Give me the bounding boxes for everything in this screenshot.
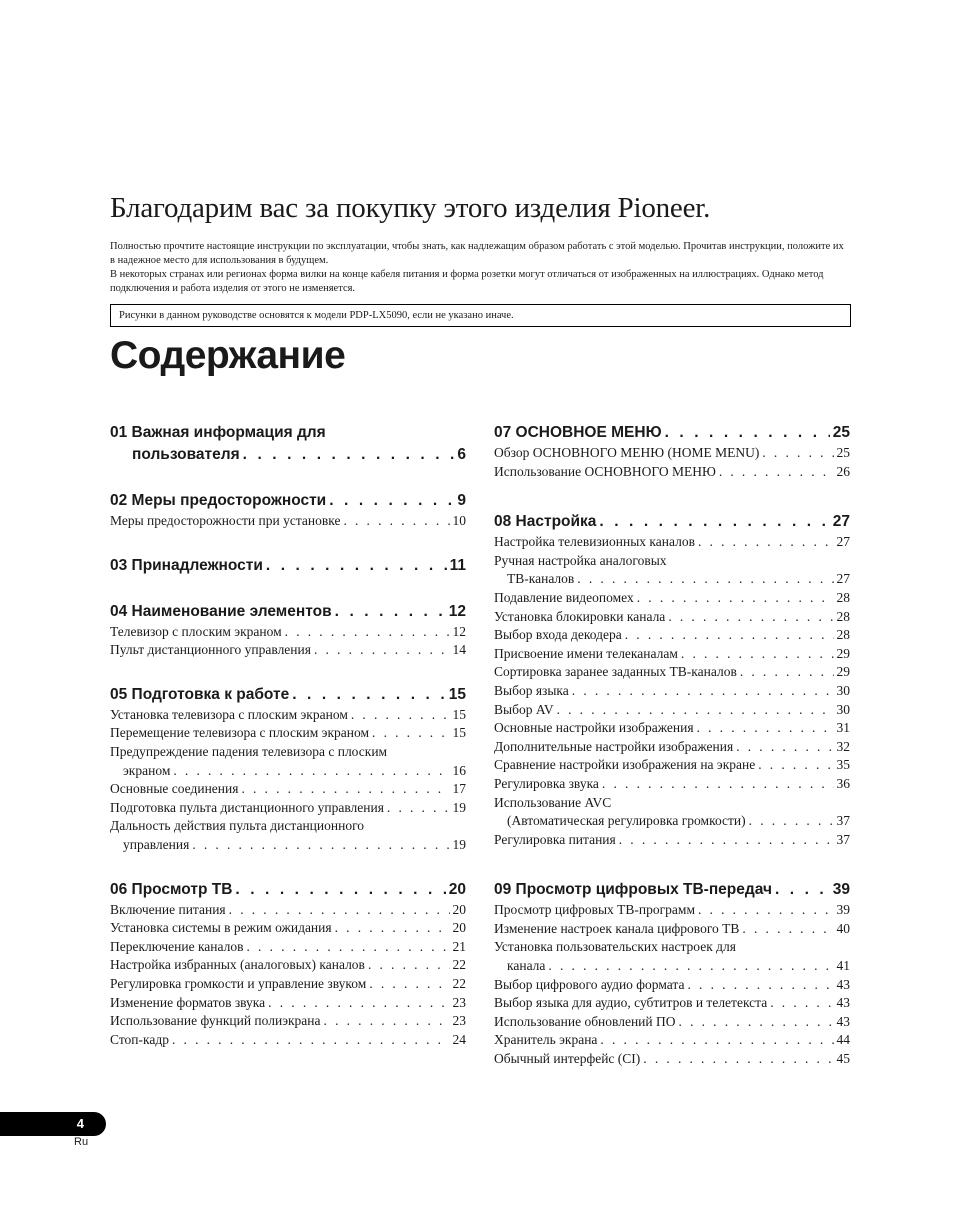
page-number: 27 bbox=[836, 571, 850, 587]
dot-leader bbox=[599, 511, 829, 533]
toc-entry-label: Дополнительные настройки изображения bbox=[494, 738, 734, 754]
toc-entry-label: ТВ-каналов bbox=[507, 571, 575, 587]
dot-leader bbox=[372, 724, 449, 743]
toc-entry[interactable] bbox=[110, 623, 466, 642]
toc-entry-label: Сортировка заранее заданных ТВ-каналов bbox=[494, 664, 737, 680]
toc-entry[interactable] bbox=[110, 1012, 466, 1031]
toc-entry[interactable] bbox=[110, 724, 466, 743]
page-number: 10 bbox=[452, 513, 466, 528]
dot-leader bbox=[324, 1012, 450, 1031]
dot-leader bbox=[758, 756, 833, 775]
dot-leader bbox=[314, 641, 450, 660]
dot-leader bbox=[719, 463, 834, 482]
page-number: 12 bbox=[448, 602, 466, 620]
dot-leader bbox=[268, 994, 449, 1013]
dot-leader bbox=[368, 956, 450, 975]
toc-entry[interactable] bbox=[110, 994, 466, 1013]
toc-entry[interactable] bbox=[110, 780, 466, 799]
dot-leader bbox=[679, 1013, 834, 1032]
dot-leader bbox=[665, 422, 830, 444]
toc-entry[interactable] bbox=[494, 626, 850, 645]
dot-leader bbox=[572, 682, 834, 701]
dot-leader bbox=[343, 512, 449, 531]
toc-entry-label: Стоп-кадр bbox=[110, 1031, 169, 1047]
toc-entry-label: Присвоение имени телеканалам bbox=[494, 645, 678, 661]
intro-text bbox=[110, 240, 850, 296]
toc-entry[interactable] bbox=[110, 641, 466, 660]
page-number: 37 bbox=[836, 831, 850, 847]
page-number: 31 bbox=[836, 720, 850, 736]
page-number: 6 bbox=[457, 446, 466, 463]
toc-entry[interactable] bbox=[494, 645, 850, 664]
toc-entry-label: Установка телевизора с плоским экраном bbox=[110, 706, 348, 722]
toc-entry[interactable] bbox=[494, 756, 850, 775]
toc-entry-label: Подготовка пульта дистанционного управления bbox=[110, 799, 384, 815]
toc-section-title: 02 Меры предосторожности bbox=[110, 492, 327, 509]
dot-leader bbox=[762, 444, 833, 463]
dot-leader bbox=[243, 444, 455, 466]
toc-entry-continued[interactable] bbox=[110, 762, 466, 781]
dot-leader bbox=[577, 570, 833, 589]
dot-leader bbox=[749, 812, 834, 831]
page-number: 28 bbox=[836, 589, 850, 605]
dot-leader bbox=[681, 645, 834, 664]
toc-entry[interactable] bbox=[494, 444, 850, 463]
toc-entry-label: Выбор языка bbox=[494, 682, 569, 698]
toc-section-heading[interactable] bbox=[494, 422, 850, 444]
toc-section-heading[interactable] bbox=[494, 879, 850, 901]
toc-entry[interactable] bbox=[494, 1050, 850, 1069]
toc-section-title: пользователя bbox=[132, 446, 240, 463]
page-number: 15 bbox=[452, 725, 466, 741]
toc-section-03 bbox=[110, 555, 466, 577]
dot-leader bbox=[600, 1031, 833, 1050]
page-number: 20 bbox=[452, 901, 466, 917]
dot-leader bbox=[770, 994, 833, 1013]
dot-leader bbox=[625, 626, 834, 645]
page-number: 25 bbox=[832, 424, 850, 441]
page-number: 20 bbox=[448, 880, 466, 898]
toc-entry-label: Изменение форматов звука bbox=[110, 994, 266, 1010]
toc-entry-label: Обычный интерфейс (CI) bbox=[494, 1051, 641, 1067]
page-number: 21 bbox=[452, 938, 466, 954]
page-number: 19 bbox=[452, 799, 466, 815]
toc-section-02 bbox=[110, 490, 466, 531]
dot-leader bbox=[697, 719, 834, 738]
page-number: 30 bbox=[836, 701, 850, 717]
toc-section-07 bbox=[494, 422, 850, 481]
toc-entry[interactable] bbox=[494, 738, 850, 757]
page-number: 22 bbox=[452, 975, 466, 991]
toc-entry[interactable] bbox=[494, 1013, 850, 1032]
toc-section-01 bbox=[110, 422, 466, 466]
toc-entry[interactable] bbox=[110, 956, 466, 975]
toc-entry-label[interactable]: Предупреждение падения телевизора с плоским bbox=[110, 743, 388, 759]
dot-leader bbox=[688, 976, 834, 995]
dot-leader bbox=[241, 780, 449, 799]
toc-entry[interactable] bbox=[110, 706, 466, 725]
dot-leader bbox=[335, 919, 450, 938]
page-number: 9 bbox=[457, 492, 466, 509]
toc-entry-label: управления bbox=[123, 836, 190, 852]
page-number: 19 bbox=[452, 836, 466, 852]
toc-entry[interactable] bbox=[494, 719, 850, 738]
page-number: 25 bbox=[836, 445, 850, 460]
dot-leader bbox=[643, 1050, 833, 1069]
toc-entry-label: Телевизор с плоским экраном bbox=[110, 623, 282, 639]
toc-entry[interactable] bbox=[494, 976, 850, 995]
toc-entry-label: Настройка телевизионных каналов bbox=[494, 534, 695, 550]
toc-entry-continued[interactable] bbox=[494, 570, 850, 589]
page-number: 29 bbox=[836, 645, 850, 661]
toc-entry-label: (Автоматическая регулировка громкости) bbox=[507, 813, 746, 829]
toc-entry-label: Выбор цифрового аудио формата bbox=[494, 976, 685, 992]
page-number: 43 bbox=[836, 995, 850, 1011]
toc-entry[interactable] bbox=[494, 994, 850, 1013]
toc-entry-label: Хранитель экрана bbox=[494, 1032, 598, 1048]
toc-entry[interactable] bbox=[494, 1031, 850, 1050]
toc-section-title: 04 Наименование элементов bbox=[110, 602, 332, 620]
toc-section-05 bbox=[110, 684, 466, 855]
dot-leader bbox=[740, 663, 834, 682]
language-label: Ru bbox=[74, 1136, 89, 1148]
toc-entry[interactable] bbox=[494, 589, 850, 608]
page-number: 11 bbox=[449, 556, 466, 574]
toc-entry-label: Установка блокировки канала bbox=[494, 608, 666, 624]
toc-entry[interactable] bbox=[110, 975, 466, 994]
page-number: 44 bbox=[836, 1032, 850, 1048]
dot-leader bbox=[285, 623, 450, 642]
toc-entry-label: Перемещение телевизора с плоским экраном bbox=[110, 725, 370, 741]
page-number: 30 bbox=[836, 682, 850, 698]
page-number: 15 bbox=[448, 685, 466, 703]
toc-section-heading[interactable] bbox=[110, 601, 466, 623]
toc-entry[interactable] bbox=[494, 463, 850, 482]
page-number: 43 bbox=[836, 976, 850, 992]
dot-leader bbox=[292, 684, 446, 706]
page-number: 15 bbox=[452, 706, 466, 722]
page-number: 16 bbox=[452, 762, 466, 778]
toc-entry-label: Выбор AV bbox=[494, 701, 554, 717]
dot-leader bbox=[351, 706, 450, 725]
toc-section-title: 06 Просмотр ТВ bbox=[110, 880, 233, 898]
page-number: 36 bbox=[836, 775, 850, 791]
page-number: 45 bbox=[836, 1051, 850, 1067]
toc-entry-label: Использование функций полиэкрана bbox=[110, 1013, 321, 1029]
toc-section-heading[interactable] bbox=[110, 879, 466, 901]
page-number-label: 4 bbox=[76, 1116, 84, 1131]
toc-section-08 bbox=[494, 511, 850, 849]
toc-entry-continued[interactable] bbox=[494, 957, 850, 976]
toc-entry-label: Регулировка громкости и управление звуком bbox=[110, 975, 367, 991]
page-number: 43 bbox=[836, 1013, 850, 1029]
toc-entry[interactable] bbox=[110, 938, 466, 957]
dot-leader bbox=[637, 589, 834, 608]
toc-entry-label[interactable]: Использование AVC bbox=[494, 794, 612, 810]
dot-leader bbox=[229, 901, 450, 920]
toc-entry-label: Включение питания bbox=[110, 901, 226, 917]
toc-entry-label: Переключение каналов bbox=[110, 938, 244, 954]
toc-entry-label: Основные соединения bbox=[110, 781, 239, 797]
toc-section-title: 08 Настройка bbox=[494, 513, 597, 531]
toc-section-title: 05 Подготовка к работе bbox=[110, 685, 290, 703]
toc-entry-continued[interactable] bbox=[494, 812, 850, 831]
dot-leader bbox=[548, 957, 833, 976]
page-number: 23 bbox=[452, 994, 466, 1010]
toc-heading: Содержание bbox=[110, 334, 346, 377]
page-number: 27 bbox=[836, 534, 850, 550]
dot-leader bbox=[192, 836, 449, 855]
page-number: 12 bbox=[452, 623, 466, 639]
dot-leader bbox=[668, 608, 833, 627]
dot-leader bbox=[387, 799, 450, 818]
page-number: 40 bbox=[836, 920, 850, 936]
page-number: 29 bbox=[836, 664, 850, 680]
toc-section-heading[interactable] bbox=[110, 555, 466, 577]
dot-leader bbox=[369, 975, 449, 994]
page-number: 27 bbox=[832, 513, 850, 531]
toc-entry-label: Изменение настроек канала цифрового ТВ bbox=[494, 920, 740, 936]
dot-leader bbox=[742, 920, 833, 939]
toc-entry-label: Регулировка питания bbox=[494, 831, 616, 847]
toc-entry[interactable] bbox=[494, 682, 850, 701]
dot-leader bbox=[335, 601, 446, 623]
toc-section-heading[interactable] bbox=[494, 511, 850, 533]
dot-leader bbox=[619, 831, 834, 850]
page-number: 24 bbox=[452, 1031, 466, 1047]
page-number: 28 bbox=[836, 627, 850, 643]
intro-paragraph: Полностью прочтите настоящие инструкции по эксплуатации, чтобы знать, как надлежащим образом работать с этой моделью. Прочитав инструкции, положите их в надежное место для использования в будущем. bbox=[110, 241, 844, 266]
toc-section-title: 09 Просмотр цифровых ТВ-передач bbox=[494, 881, 772, 899]
toc-entry-label: Подавление видеопомех bbox=[494, 589, 634, 605]
toc-section-06 bbox=[110, 879, 466, 1050]
dot-leader bbox=[235, 879, 445, 901]
page-number: 14 bbox=[452, 642, 466, 658]
page-number: 32 bbox=[836, 738, 850, 754]
dot-leader bbox=[172, 1031, 450, 1050]
toc-entry-label: Основные настройки изображения bbox=[494, 720, 694, 736]
toc-section-title[interactable]: 01 Важная информация для bbox=[110, 424, 326, 441]
toc-entry-label: Обзор ОСНОВНОГО МЕНЮ (HOME MENU) bbox=[494, 445, 760, 460]
dot-leader bbox=[173, 762, 449, 781]
toc-entry[interactable] bbox=[110, 919, 466, 938]
toc-entry[interactable] bbox=[494, 901, 850, 920]
toc-section-heading[interactable] bbox=[110, 684, 466, 706]
model-notice-box: Рисунки в данном руководстве основятся к модели PDP-LX5090, если не указано иначе. bbox=[110, 304, 851, 327]
toc-entry-label: Выбор входа декодера bbox=[494, 627, 622, 643]
toc-section-09 bbox=[494, 879, 850, 1068]
toc-entry[interactable] bbox=[494, 533, 850, 552]
toc-entry[interactable] bbox=[110, 512, 466, 531]
toc-entry-label: Использование обновлений ПО bbox=[494, 1013, 676, 1029]
toc-section-title: 07 ОСНОВНОЕ МЕНЮ bbox=[494, 424, 662, 441]
toc-entry-label: экраном bbox=[123, 762, 171, 778]
toc-entry-label: Выбор языка для аудио, субтитров и телетекста bbox=[494, 995, 768, 1011]
toc-entry-label[interactable]: Ручная настройка аналоговых bbox=[494, 552, 667, 568]
toc-entry[interactable] bbox=[494, 920, 850, 939]
dot-leader bbox=[557, 701, 834, 720]
dot-leader bbox=[775, 879, 830, 901]
dot-leader bbox=[602, 775, 834, 794]
page-number: 26 bbox=[836, 463, 850, 479]
toc-left-column bbox=[110, 422, 466, 1073]
intro-paragraph: В некоторых странах или регионах форма вилки на конце кабеля питания и форма розетки могут отличаться от изображенных на иллюстрациях. Однако метод подключения и работа изделия от этого не изменяется. bbox=[110, 269, 824, 294]
toc-entry-label: Использование ОСНОВНОГО МЕНЮ bbox=[494, 463, 716, 479]
toc-entry-label: Меры предосторожности при установке bbox=[110, 513, 341, 528]
page-number: 17 bbox=[452, 781, 466, 797]
toc-right-column bbox=[494, 422, 850, 1093]
toc-entry-label: Регулировка звука bbox=[494, 775, 599, 791]
toc-entry-continued[interactable] bbox=[110, 836, 466, 855]
page-number: 23 bbox=[452, 1013, 466, 1029]
page-number-tab bbox=[0, 1112, 106, 1136]
toc-entry-label: Просмотр цифровых ТВ-программ bbox=[494, 902, 695, 918]
dot-leader bbox=[698, 901, 834, 920]
page-number: 22 bbox=[452, 957, 466, 973]
dot-leader bbox=[698, 533, 834, 552]
page-number: 35 bbox=[836, 757, 850, 773]
page-number: 20 bbox=[452, 920, 466, 936]
toc-section-04 bbox=[110, 601, 466, 660]
toc-entry-label: Сравнение настройки изображения на экране bbox=[494, 757, 756, 773]
toc-entry[interactable] bbox=[110, 1031, 466, 1050]
page-number: 37 bbox=[836, 813, 850, 829]
toc-entry-label: Установка системы в режим ожидания bbox=[110, 920, 332, 936]
toc-entry-label: Настройка избранных (аналоговых) каналов bbox=[110, 957, 365, 973]
toc-entry[interactable] bbox=[110, 901, 466, 920]
page-number: 39 bbox=[836, 902, 850, 918]
toc-entry-label[interactable]: Установка пользовательских настроек для bbox=[494, 939, 736, 955]
dot-leader bbox=[247, 938, 450, 957]
toc-entry[interactable] bbox=[494, 831, 850, 850]
dot-leader bbox=[329, 490, 454, 512]
toc-entry[interactable] bbox=[494, 608, 850, 627]
toc-entry-label: канала bbox=[507, 958, 546, 974]
page-title: Благодарим вас за покупку этого изделия Pioneer. bbox=[110, 192, 711, 224]
page-number: 41 bbox=[836, 958, 850, 974]
toc-entry[interactable] bbox=[494, 775, 850, 794]
toc-entry-label: Пульт дистанционного управления bbox=[110, 642, 311, 658]
dot-leader bbox=[266, 555, 447, 577]
toc-entry[interactable] bbox=[494, 701, 850, 720]
toc-section-heading[interactable] bbox=[110, 490, 466, 512]
toc-entry[interactable] bbox=[110, 799, 466, 818]
dot-leader bbox=[736, 738, 833, 757]
toc-section-title-continued[interactable] bbox=[110, 444, 466, 466]
toc-entry[interactable] bbox=[494, 663, 850, 682]
page-number: 39 bbox=[832, 881, 850, 899]
toc-entry-label[interactable]: Дальность действия пульта дистанционного bbox=[110, 818, 365, 834]
toc-section-title: 03 Принадлежности bbox=[110, 556, 263, 574]
page-number: 28 bbox=[836, 608, 850, 624]
